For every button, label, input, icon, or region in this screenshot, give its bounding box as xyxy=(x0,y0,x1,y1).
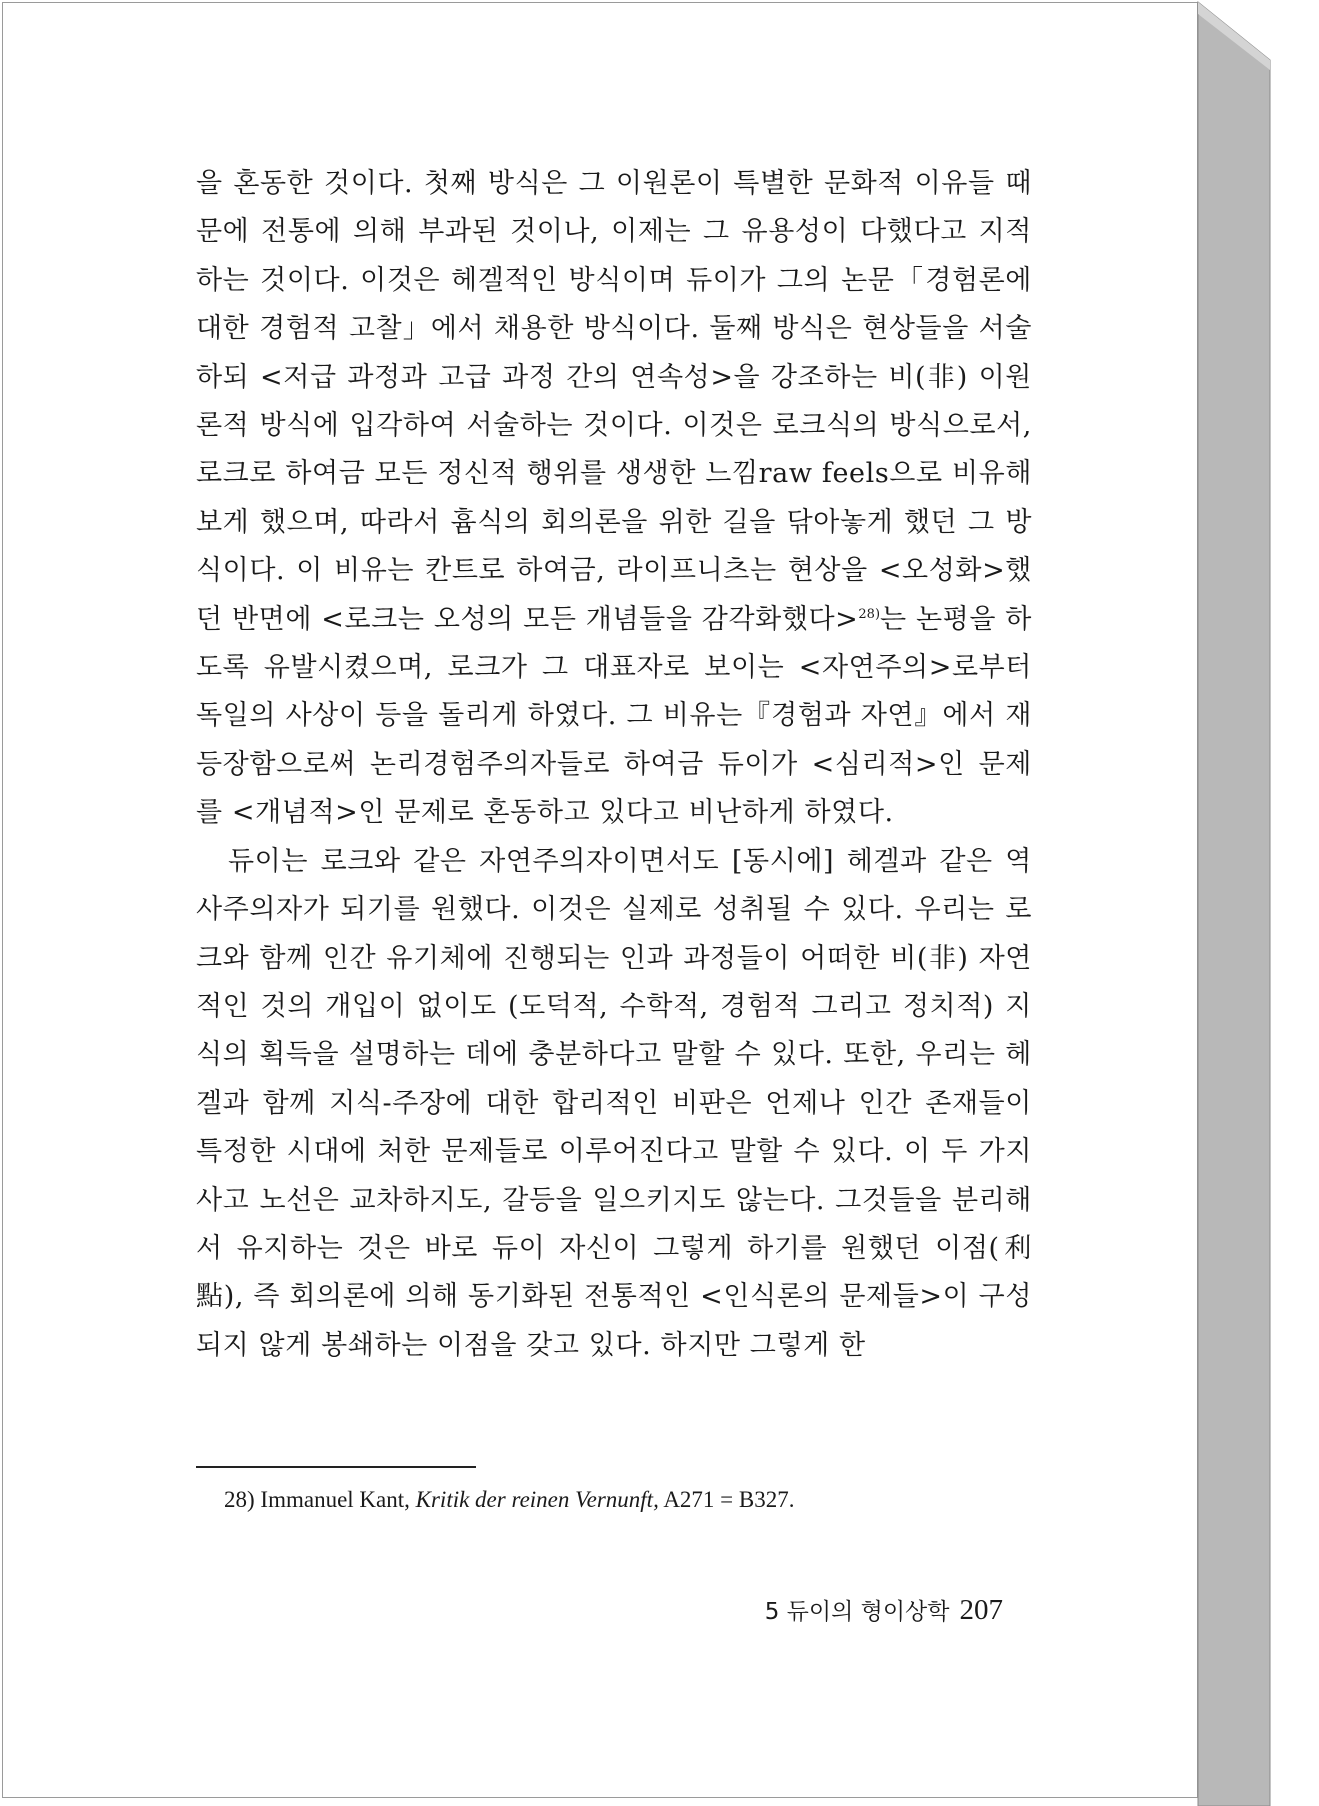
body-text xyxy=(196,160,1032,1370)
paragraph-2: 듀이는 로크와 같은 자연주의자이면서도 [동시에] 헤겔과 같은 역사주의자가 되기를 원했다. 이것은 실제로 성취될 수 있다. 우리는 로크와 함께 인간 유기체에 진행되는 인과 과정들이 어떠한 비(非) 자연적인 것의 개입이 없이도 (도덕적, 수학적, 경험적 그리고 정치적) 지식의 획득을 설명하는 데에 충분하다고 말할 수 있다. 또한, 우리는 헤겔과 함께 지식-주장에 대한 합리적인 비판은 언제나 인간 존재들이 특정한 시대에 처한 문제들로 이루어진다고 말할 수 있다. 이 두 가지 사고 노선은 교차하지도, 갈등을 일으키지도 않는다. 그것들을 분리해서 유지하는 것은 바로 듀이 자신이 그렇게 하기를 원했던 이점(利點), 즉 회의론에 의해 동기화된 전통적인 <인식론의 문제들>이 구성되지 않게 봉쇄하는 이점을 갖고 있다. 하지만 그렇게 한 xyxy=(196,845,1032,1361)
running-title: 5 듀이의 형이상학 xyxy=(764,1599,950,1625)
footnote-divider xyxy=(196,1466,476,1468)
book-spine-side xyxy=(1198,2,1270,1806)
footnote-number: 28) xyxy=(224,1487,255,1512)
footnote-title: Kritik der reinen Vernunft, xyxy=(415,1487,659,1512)
paragraph-1-text: 을 혼동한 것이다. 첫째 방식은 그 이원론이 특별한 문화적 이유들 때문에 전통에 의해 부과된 것이나, 이제는 그 유용성이 다했다고 지적하는 것이다. 이것은 헤겔적인 방식이며 듀이가 그의 논문「경험론에 대한 경험적 고찰」에서 채용한 방식이다. 둘째 방식은 현상들을 서술하되 <저급 과정과 고급 과정 간의 연속성>을 강조하는 비(非) 이원론적 방식에 입각하여 서술하는 것이다. 이것은 로크식의 방식으로서, 로크로 하여금 모든 정신적 행위를 생생한 느낌raw feels으로 비유해 보게 했으며, 따라서 흄식의 회의론을 위한 길을 닦아놓게 했던 그 방식이다. 이 비유는 칸트로 하여금, 라이프니츠는 현상을 <오성화>했던 반면에 <로크는 오성의 모든 개념들을 감각화했다> xyxy=(196,168,1032,635)
footnote xyxy=(224,1487,794,1513)
footnote-ref: A271 = B327. xyxy=(663,1487,795,1512)
paragraph-1 xyxy=(196,160,1032,838)
footnote-author: Immanuel Kant, xyxy=(260,1487,410,1512)
page-number: 207 xyxy=(959,1594,1003,1626)
footnote-reference-28[interactable]: 28) xyxy=(858,606,881,622)
running-footer xyxy=(765,1593,1003,1627)
paragraph-1-text-cont: 는 논평을 하도록 유발시켰으며, 로크가 그 대표자로 보이는 <자연주의>로부터 독일의 사상이 등을 돌리게 하였다. 그 비유는『경험과 자연』에서 재등장함으로써 논리경험주의자들로 하여금 듀이가 <심리적>인 문제를 <개념적>인 문제로 혼동하고 있다고 비난하게 하였다. xyxy=(196,603,1032,829)
